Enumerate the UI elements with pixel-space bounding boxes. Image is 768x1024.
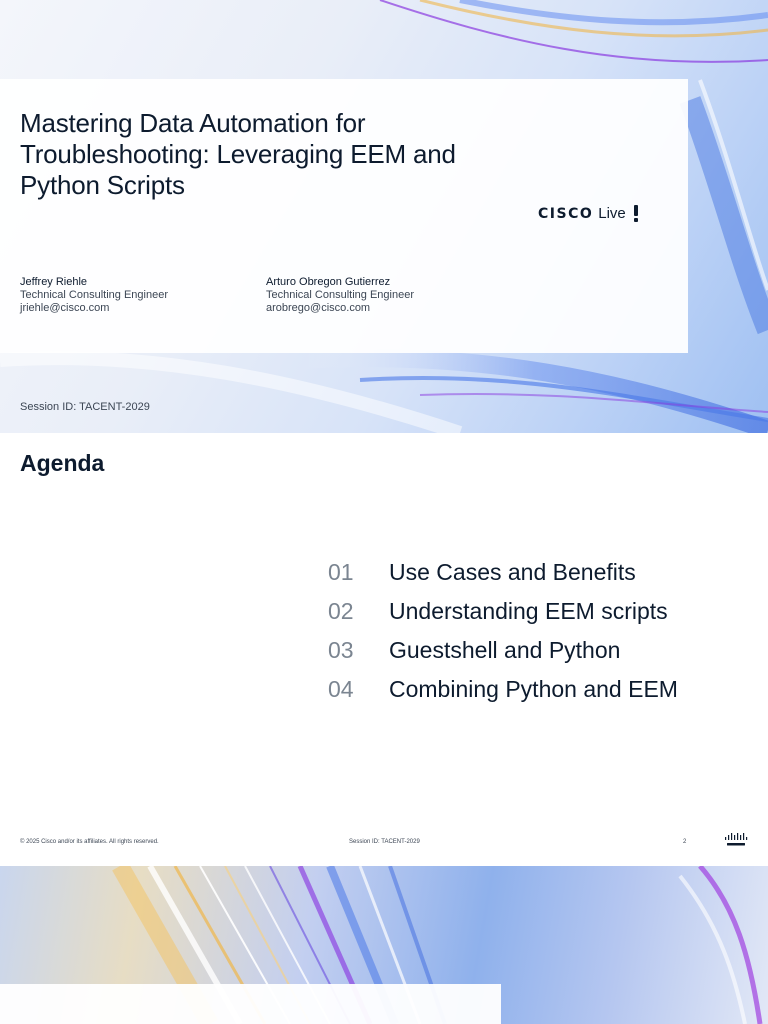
footer-session-id: Session ID: TACENT-2029 xyxy=(349,839,420,845)
agenda-list xyxy=(328,553,678,709)
exclamation-icon xyxy=(634,205,638,222)
cisco-logo-icon xyxy=(724,832,748,848)
agenda-label: Understanding EEM scripts xyxy=(389,598,668,624)
agenda-number: 02 xyxy=(328,598,354,624)
content-card xyxy=(0,984,501,1024)
cisco-live-logo xyxy=(538,205,638,222)
agenda-number: 04 xyxy=(328,676,354,702)
speaker-name: Jeffrey Riehle xyxy=(20,276,88,288)
footer-page-number: 2 xyxy=(683,839,687,845)
speaker-email: jriehle@cisco.com xyxy=(20,302,110,314)
speaker-role: Technical Consulting Engineer xyxy=(20,289,168,301)
footer-copyright: © 2025 Cisco and/or its affiliates. All rights reserved. xyxy=(20,839,159,845)
speaker-1 xyxy=(20,276,168,315)
title-slide xyxy=(0,0,768,433)
agenda-label: Combining Python and EEM xyxy=(389,676,678,702)
agenda-number: 03 xyxy=(328,637,354,663)
agenda-item xyxy=(328,553,678,592)
speaker-name: Arturo Obregon Gutierrez xyxy=(266,276,391,288)
agenda-label: Use Cases and Benefits xyxy=(389,559,636,585)
next-slide-partial xyxy=(0,866,768,1024)
agenda-number: 01 xyxy=(328,559,354,585)
speaker-email: arobrego@cisco.com xyxy=(266,302,371,314)
live-wordmark: Live xyxy=(598,205,626,222)
agenda-slide xyxy=(0,433,768,866)
speaker-2 xyxy=(266,276,414,315)
agenda-item xyxy=(328,631,678,670)
speaker-role: Technical Consulting Engineer xyxy=(266,289,414,301)
agenda-heading: Agenda xyxy=(20,450,105,476)
presentation-title: Mastering Data Automation for Troubleshooting: Leveraging EEM and Python Scripts xyxy=(20,108,456,200)
agenda-item xyxy=(328,670,678,709)
agenda-item xyxy=(328,592,678,631)
cisco-wordmark: CISCO xyxy=(538,205,594,222)
agenda-label: Guestshell and Python xyxy=(389,637,621,663)
session-id: Session ID: TACENT-2029 xyxy=(20,401,150,413)
